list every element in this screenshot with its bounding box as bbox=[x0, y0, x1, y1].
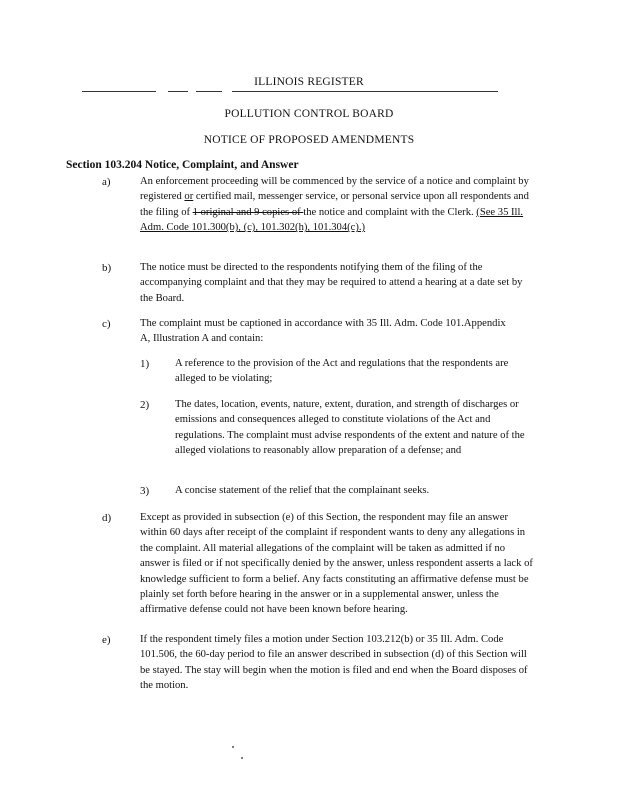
item-c-label: c) bbox=[102, 318, 111, 330]
item-c2-text: The dates, location, events, nature, extent, duration, and strength of discharges or emissions and consequences alleged to constitute violations of the Act and regulations. The complaint must advise respondents of the extent and nature of the alleged violations to reasonably allow preparation of a defense; and bbox=[175, 399, 525, 457]
header-rule-left bbox=[82, 91, 156, 92]
item-e-label: e) bbox=[102, 634, 111, 646]
scan-speck bbox=[241, 757, 243, 759]
item-a-text-1: An enforcement proceeding will be commenced by the service of a notice and complaint by registered bbox=[140, 176, 529, 203]
item-b-text: The notice must be directed to the respondents notifying them of the filing of the accompanying complaint and that they may be required to attend a hearing at a date set by the Board. bbox=[140, 262, 523, 304]
item-a-struck-text: 1 original and 9 copies of bbox=[192, 206, 304, 218]
section-heading: Section 103.204 Notice, Complaint, and Answer bbox=[66, 159, 299, 171]
item-c1-label: 1) bbox=[140, 358, 150, 370]
item-c1-text: A reference to the provision of the Act and regulations that the respondents are alleged to be violating; bbox=[175, 358, 509, 385]
scan-speck bbox=[232, 746, 234, 748]
item-c-text: The complaint must be captioned in accordance with 35 Ill. Adm. Code 101.Appendix A, Illustration A and contain: bbox=[140, 318, 506, 345]
register-title: ILLINOIS REGISTER bbox=[254, 76, 364, 88]
item-c3-text: A concise statement of the relief that the complainant seeks. bbox=[175, 485, 430, 496]
item-c2-label: 2) bbox=[140, 399, 150, 411]
header-rule-dash-2 bbox=[196, 91, 222, 92]
header-rule-main bbox=[232, 91, 498, 92]
item-a-label: a) bbox=[102, 176, 111, 188]
header-rule-dash-1 bbox=[168, 91, 188, 92]
item-a-underline-or: or bbox=[184, 191, 194, 203]
item-a-cross-reference: (See 35 Ill. Adm. Code 101.300(b), (c), 101.302(h), 101.304(c).) bbox=[140, 206, 524, 234]
item-a-text bbox=[140, 174, 536, 236]
notice-title: NOTICE OF PROPOSED AMENDMENTS bbox=[203, 134, 415, 146]
item-e-text: If the respondent timely files a motion under Section 103.212(b) or 35 Ill. Adm. Code 101.506, the 60-day period to file an answer described in subsection (d) of this Section will be stayed. The stay will begin when the motion is filed and end when the Board disposes of the motion. bbox=[140, 634, 528, 692]
item-a-text-2: certified mail, messenger service, or personal service upon all respondents and the filing of bbox=[140, 191, 529, 218]
item-d-label: d) bbox=[102, 512, 112, 524]
agency-name: POLLUTION CONTROL BOARD bbox=[224, 108, 394, 120]
item-c3-label: 3) bbox=[140, 485, 150, 497]
item-b-label: b) bbox=[102, 262, 112, 274]
item-a-text-3: the notice and complaint with the Clerk. bbox=[303, 206, 477, 218]
item-d-text: Except as provided in subsection (e) of this Section, the respondent may file an answer within 60 days after receipt of the complaint if respondent wants to deny any allegations in the complaint. All material allegations of the complaint will be taken as admitted if no answer is filed or if not specifically denied by the answer, unless respondent asserts a lack of knowledge sufficient to form a belief. Any facts constituting an affirmative defense must be plainly set forth before hearing in the answer or in a supplemental answer, unless the affirmative defense could not have been known before hearing. bbox=[140, 512, 533, 616]
